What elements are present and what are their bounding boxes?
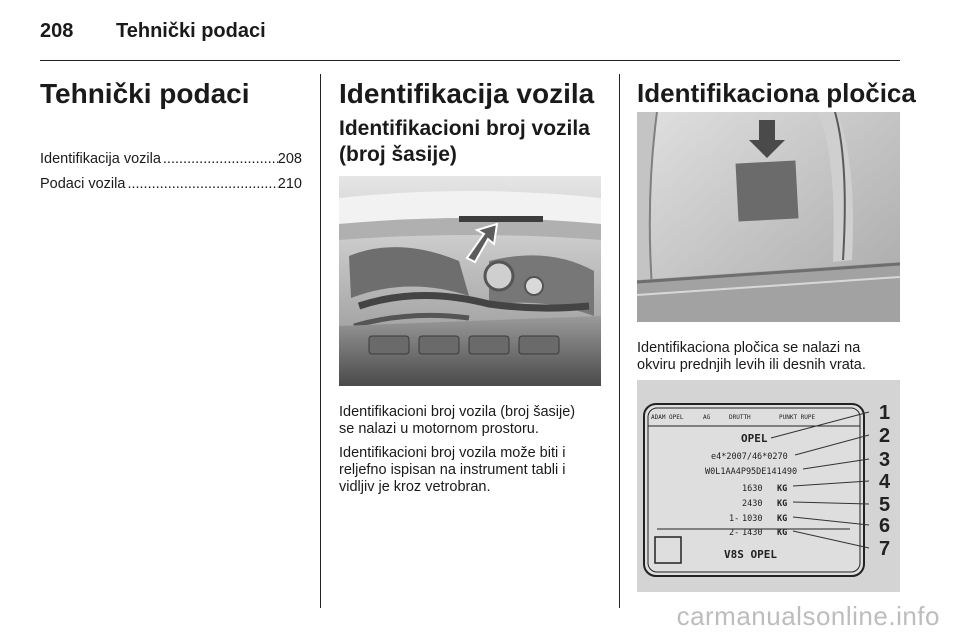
- engine-bay-illustration: [339, 176, 601, 386]
- watermark: carmanualsonline.info: [676, 601, 940, 631]
- toc-entry[interactable]: [40, 176, 302, 193]
- callout-2: 2: [879, 425, 891, 447]
- toc-leader: [125, 176, 277, 193]
- plate-vin: W0L1AA4P95DE141490: [705, 467, 798, 477]
- plate-axle-prefix: 1-: [729, 514, 740, 524]
- plate-weight-value: 1430: [742, 528, 763, 538]
- door-frame-photo: [637, 112, 900, 322]
- plate-weight-unit: KG: [777, 499, 788, 509]
- header-divider: [40, 60, 900, 61]
- plate-approval-number: e4*2007/46*0270: [711, 452, 788, 462]
- plate-location-line1: Identifikaciona pločica se nalazi na: [637, 340, 861, 356]
- page-number: 208: [40, 20, 74, 42]
- plate-axle-prefix: 2-: [729, 528, 740, 538]
- id-plate-location: [736, 160, 799, 221]
- plate-header-text: PUNKT RUPE: [779, 414, 816, 421]
- vin-location-line1: Identifikacioni broj vozila (broj šasije): [339, 404, 576, 420]
- vin-embossed-line2: reljefno ispisan na instrument tabli i: [339, 462, 566, 478]
- plate-header-text: ADAM OPEL: [651, 414, 684, 421]
- toc-leader: [161, 151, 278, 168]
- chapter-title: Tehnički podaci: [116, 20, 266, 42]
- plate-weight-unit: KG: [777, 514, 788, 524]
- plate-weight-unit: KG: [777, 528, 788, 538]
- toc-label: Identifikacija vozila: [40, 151, 161, 167]
- column-divider-2: [619, 74, 620, 608]
- plate-header-text: DRUTTH: [729, 414, 751, 421]
- plate-weight-unit: KG: [777, 484, 788, 494]
- plate-footer: V8S OPEL: [724, 548, 777, 561]
- id-plate-drawing: [637, 380, 900, 592]
- vin-embossed-line3: vidljiv je kroz vetrobran.: [339, 479, 491, 495]
- toc-page: 210: [277, 176, 302, 192]
- callout-7: 7: [879, 538, 891, 560]
- id-plate-heading: Identifikaciona pločica: [637, 78, 916, 108]
- vin-location-line2: se nalazi u motornom prostoru.: [339, 421, 539, 437]
- plate-weight-value: 1030: [742, 514, 763, 524]
- plate-header-text: AG: [703, 414, 711, 421]
- plate-weight-value: 1630: [742, 484, 763, 494]
- toc-label: Podaci vozila: [40, 176, 126, 192]
- vin-subheading-line1: Identifikacioni broj vozila: [339, 117, 590, 140]
- section-title: Tehnički podaci: [40, 78, 250, 109]
- toc-entry[interactable]: [40, 151, 302, 168]
- callout-1: 1: [879, 402, 891, 424]
- vin-subheading-line2: (broj šasije): [339, 143, 457, 166]
- door-frame-illustration: [637, 112, 900, 322]
- plate-weight-value: 2430: [742, 499, 763, 509]
- callout-4: 4: [879, 471, 891, 493]
- callout-3: 3: [879, 449, 891, 471]
- plate-location-line2: okviru prednjih levih ili desnih vrata.: [637, 357, 866, 373]
- callout-6: 6: [879, 515, 891, 537]
- plate-brand: OPEL: [741, 432, 768, 445]
- toc-page: 208: [277, 151, 302, 167]
- vehicle-id-heading: Identifikacija vozila: [339, 78, 595, 109]
- id-plate-diagram: [637, 380, 900, 592]
- vin-embossed-line1: Identifikacioni broj vozila može biti i: [339, 445, 566, 461]
- callout-5: 5: [879, 494, 891, 516]
- engine-bay-photo: [339, 176, 601, 386]
- column-divider-1: [320, 74, 321, 608]
